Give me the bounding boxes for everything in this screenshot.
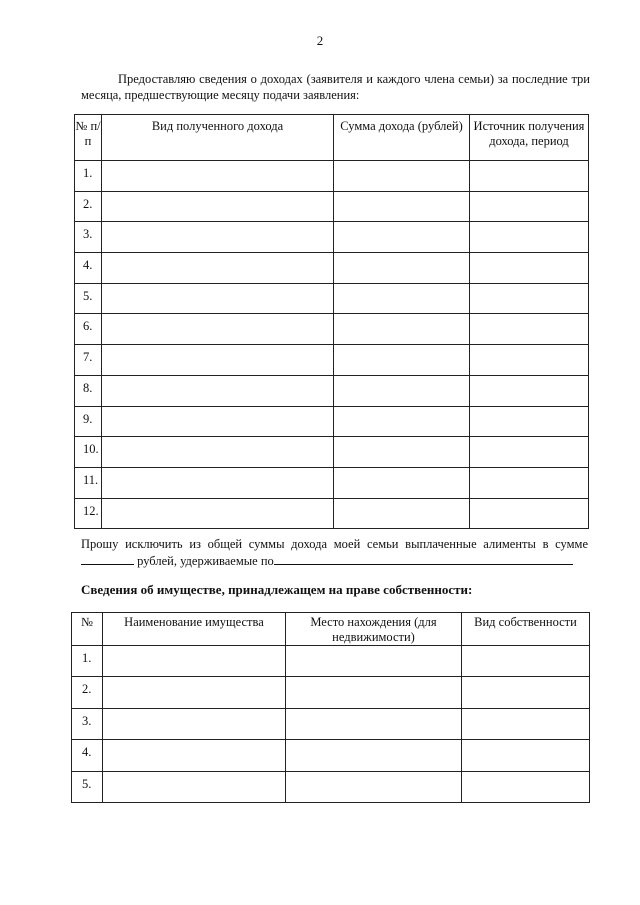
property-row-number: 3.	[72, 708, 103, 739]
income-row-number: 5.	[75, 283, 102, 314]
alimony-note	[81, 536, 588, 569]
property-row	[72, 677, 590, 708]
property-cell[interactable]	[462, 740, 590, 771]
income-cell[interactable]	[334, 437, 470, 468]
income-row-number: 7.	[75, 345, 102, 376]
income-cell[interactable]	[102, 437, 334, 468]
property-cell[interactable]	[103, 740, 286, 771]
income-cell[interactable]	[334, 375, 470, 406]
income-row-number: 1.	[75, 161, 102, 192]
income-cell[interactable]	[334, 314, 470, 345]
property-row-number: 4.	[72, 740, 103, 771]
income-cell[interactable]	[470, 406, 589, 437]
property-cell[interactable]	[103, 708, 286, 739]
income-col-type: Вид полученного дохода	[102, 115, 334, 161]
alimony-note-text: Прошу исключить из общей суммы дохода моей семьи выплаченные алименты в сумме	[81, 537, 588, 551]
property-row	[72, 740, 590, 771]
alimony-note-text-2: рублей, удерживаемые по	[137, 554, 274, 568]
income-cell[interactable]	[334, 406, 470, 437]
income-row	[75, 437, 589, 468]
property-cell[interactable]	[462, 708, 590, 739]
income-cell[interactable]	[470, 345, 589, 376]
property-cell[interactable]	[462, 771, 590, 802]
income-cell[interactable]	[102, 161, 334, 192]
income-table	[74, 114, 589, 529]
income-row	[75, 375, 589, 406]
income-cell[interactable]	[470, 222, 589, 253]
income-row	[75, 191, 589, 222]
property-row-number: 1.	[72, 646, 103, 677]
income-cell[interactable]	[334, 345, 470, 376]
income-cell[interactable]	[470, 467, 589, 498]
income-cell[interactable]	[102, 375, 334, 406]
property-cell[interactable]	[462, 677, 590, 708]
income-cell[interactable]	[102, 314, 334, 345]
income-cell[interactable]	[334, 161, 470, 192]
property-cell[interactable]	[103, 677, 286, 708]
income-cell[interactable]	[102, 253, 334, 284]
income-cell[interactable]	[102, 222, 334, 253]
property-row	[72, 771, 590, 802]
property-col-name: Наименование имущества	[103, 613, 286, 646]
alimony-basis-blank[interactable]	[274, 552, 573, 565]
income-row	[75, 498, 589, 529]
income-cell[interactable]	[470, 437, 589, 468]
page-number: 2	[316, 33, 324, 48]
income-cell[interactable]	[470, 191, 589, 222]
income-cell[interactable]	[470, 375, 589, 406]
income-row	[75, 222, 589, 253]
property-cell[interactable]	[103, 646, 286, 677]
income-cell[interactable]	[334, 222, 470, 253]
income-row-number: 12.	[75, 498, 102, 529]
income-row-number: 3.	[75, 222, 102, 253]
income-cell[interactable]	[470, 253, 589, 284]
income-cell[interactable]	[102, 467, 334, 498]
income-cell[interactable]	[334, 498, 470, 529]
alimony-amount-blank[interactable]	[81, 552, 134, 565]
income-row	[75, 283, 589, 314]
income-row	[75, 345, 589, 376]
income-row-number: 8.	[75, 375, 102, 406]
income-cell[interactable]	[470, 283, 589, 314]
property-table	[71, 612, 590, 803]
property-row-number: 2.	[72, 677, 103, 708]
income-row	[75, 161, 589, 192]
income-cell[interactable]	[102, 191, 334, 222]
income-row	[75, 406, 589, 437]
income-col-amount: Сумма дохода (рублей)	[334, 115, 470, 161]
income-row	[75, 253, 589, 284]
income-cell[interactable]	[102, 406, 334, 437]
property-section-title: Сведения об имуществе, принадлежащем на праве собственности:	[81, 582, 473, 597]
property-cell[interactable]	[103, 771, 286, 802]
income-col-source: Источник получения дохода, период	[470, 115, 589, 161]
income-row-number: 10.	[75, 437, 102, 468]
property-cell[interactable]	[286, 708, 462, 739]
income-row-number: 6.	[75, 314, 102, 345]
income-cell[interactable]	[470, 498, 589, 529]
income-cell[interactable]	[470, 161, 589, 192]
income-cell[interactable]	[334, 283, 470, 314]
income-cell[interactable]	[334, 253, 470, 284]
income-cell[interactable]	[470, 314, 589, 345]
property-cell[interactable]	[286, 771, 462, 802]
property-cell[interactable]	[286, 646, 462, 677]
income-row-number: 4.	[75, 253, 102, 284]
income-cell[interactable]	[334, 467, 470, 498]
property-col-number: №	[72, 613, 103, 646]
property-row	[72, 646, 590, 677]
property-row-number: 5.	[72, 771, 103, 802]
property-cell[interactable]	[462, 646, 590, 677]
intro-text: Предоставляю сведения о доходах (заявителя и каждого члена семьи) за последние три месяца, предшествующие месяцу подачи заявления:	[81, 72, 590, 102]
property-cell[interactable]	[286, 740, 462, 771]
property-cell[interactable]	[286, 677, 462, 708]
income-row-number: 2.	[75, 191, 102, 222]
income-row-number: 9.	[75, 406, 102, 437]
income-cell[interactable]	[102, 498, 334, 529]
income-row	[75, 314, 589, 345]
property-col-location: Место нахождения (для недвижимости)	[286, 613, 462, 646]
income-cell[interactable]	[102, 283, 334, 314]
income-cell[interactable]	[102, 345, 334, 376]
property-row	[72, 708, 590, 739]
intro-paragraph	[81, 71, 590, 103]
income-col-number: № п/п	[75, 115, 102, 161]
property-table-header-row	[72, 613, 590, 646]
income-table-header-row	[75, 115, 589, 161]
property-col-ownership: Вид собственности	[462, 613, 590, 646]
income-cell[interactable]	[334, 191, 470, 222]
income-row-number: 11.	[75, 467, 102, 498]
income-row	[75, 467, 589, 498]
